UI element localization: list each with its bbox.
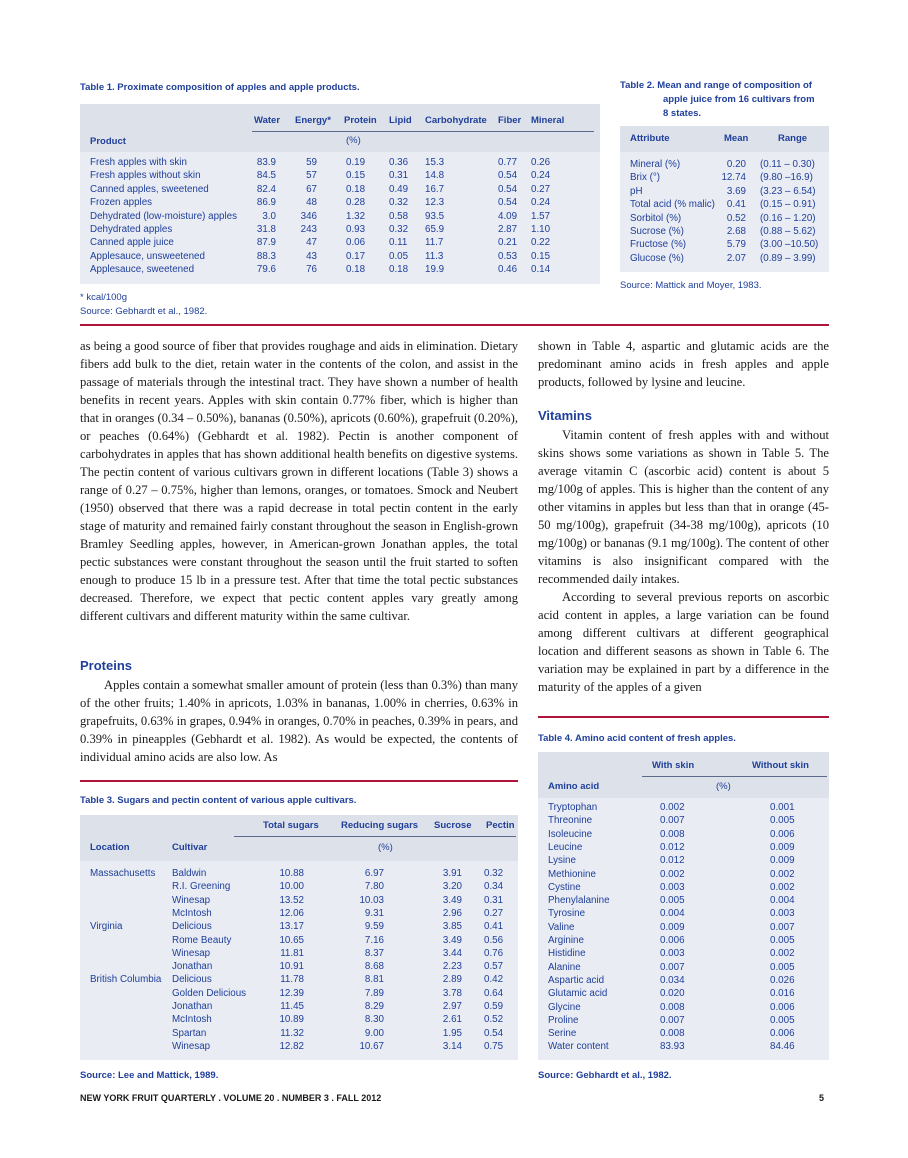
table3-cultivar: Baldwin [172,868,207,879]
table1-cell: 0.46 [498,264,518,276]
table3-pectin: 0.32 [484,868,504,879]
table4-with-skin: 0.008 [660,828,685,840]
table3-sucrose: 3.49 [442,894,462,906]
table4-with-skin: 0.034 [660,974,685,986]
table4-amino-acid: Tryptophan [548,802,598,813]
table2-caption-line3: 8 states. [663,108,702,119]
table1-cell: 1.32 [346,210,366,222]
table2-attribute: Sorbitol (%) [630,212,682,224]
table1-cell: 0.32 [389,224,409,235]
table4-without-skin: 0.005 [770,961,795,973]
table4-amino-acid: Tyrosine [548,908,586,920]
table3-total-sugars: 10.91 [279,961,304,973]
table1-cell: 82.4 [256,183,276,195]
table4-with-skin: 0.012 [660,855,685,867]
table3-total-sugars: 12.82 [279,1040,304,1052]
table3-pectin: 0.54 [484,1027,504,1039]
table3-reducing-sugars: 8.81 [364,974,384,986]
table2-caption-line1: Table 2. Mean and range of composition of [620,80,812,91]
left-column-paragraph-2 [80,676,518,766]
table3-cultivar: McIntosh [172,1014,212,1026]
table3-total-sugars: 10.00 [279,881,304,893]
table2-attribute: Glucose (%) [630,252,684,264]
table3-sucrose: 3.49 [442,934,462,946]
table3-total-sugars: 13.52 [279,894,304,906]
table3-cultivar: Delicious [172,974,212,986]
table2-attribute: Fructose (%) [630,239,687,251]
table2-mean: 5.79 [726,239,746,251]
table1-cell: 0.27 [531,183,551,195]
table1-cell: 47 [306,237,317,249]
table3 [80,815,518,1060]
table3-sucrose: 2.89 [442,974,462,986]
table4-with-skin: 0.002 [660,868,685,880]
table3-pectin: 0.59 [484,1001,504,1012]
table3-col-total-sugars: Total sugars [263,820,319,831]
table1-cell: 59 [306,157,317,168]
table3-reducing-sugars: 9.00 [364,1027,384,1039]
table1-cell: 3.0 [262,210,276,222]
table3-cultivar: R.I. Greening [172,881,231,893]
table1-cell: 0.22 [531,237,551,249]
table1-cell: 0.32 [389,197,409,209]
table4-amino-acid: Water content [548,1041,609,1053]
table1-cell: 15.3 [425,157,445,168]
table3-pectin: 0.41 [484,921,504,933]
right-column-paragraph-1 [538,337,829,391]
table4 [538,752,829,1060]
table3-reducing-sugars: 8.29 [364,1001,384,1012]
table4-amino-acid: Histidine [548,948,586,960]
table2-attribute: pH [630,185,643,197]
table2-col-attribute: Attribute [630,133,670,144]
table1-cell: 87.9 [256,237,276,249]
table3-sucrose: 2.61 [442,1014,462,1026]
table4-top-rule [538,716,829,718]
table3-reducing-sugars: 10.67 [359,1040,384,1052]
table1-cell: 0.19 [346,157,366,168]
table3-cultivar-header: Cultivar [172,842,208,853]
table1-cell: 0.05 [389,250,409,262]
table1-cell: 0.18 [346,264,366,276]
table3-total-sugars: 10.88 [279,868,304,879]
table3-cultivar: Golden Delicious [172,987,247,999]
table1-cell: 1.57 [531,210,551,222]
table2-attribute: Brix (°) [630,172,661,184]
table1-cell: 11.7 [425,237,444,249]
table1-cell: 2.87 [498,224,518,235]
table1-cell: 0.24 [531,197,551,209]
table2-mean: 3.69 [726,185,746,197]
table3-sucrose: 3.20 [442,881,462,893]
table1-cell: 31.8 [256,224,276,235]
table1-cell: 0.15 [346,170,366,182]
table1-product-name: Applesauce, sweetened [90,264,195,276]
table3-total-sugars: 12.39 [279,987,304,999]
table1-product-name: Fresh apples without skin [90,170,201,182]
table3-reducing-sugars: 7.89 [364,987,384,999]
table3-reducing-sugars: 8.68 [364,961,384,973]
table3-col-pectin: Pectin [486,820,515,831]
table3-reducing-sugars: 8.30 [364,1014,384,1026]
table1-cell: 243 [300,224,317,235]
table2-mean: 0.52 [726,212,746,224]
vitamins-heading: Vitamins [538,408,592,423]
table3-sucrose: 3.78 [442,987,462,999]
table3-cultivar: Delicious [172,921,212,933]
table4-with-skin: 83.93 [660,1041,685,1053]
table4-without-skin: 0.005 [770,1014,795,1026]
table4-with-skin: 0.003 [660,948,685,960]
table3-location: British Columbia [90,974,162,986]
table1-cell: 0.54 [498,197,518,209]
table1-cell: 346 [300,210,317,222]
table3-reducing-sugars: 8.37 [364,947,384,959]
vitamins-paragraph: Vitamin content of fresh apples with and without skins shows some variations as shown in Table 5. The average vitamin C (ascorbic acid) content is about 5 mg/100g of apples. This is higher than the content of any other vitamins in apples but less than that in orange (45-50 mg/100g), grapefruit (34-38 mg/100g), apricots (10 mg/100g) or bananas (9.1 mg/100g). The content of other vitamins is also insignificant compared with the recommended daily intakes. [538,428,829,586]
table1-cell: 0.54 [498,170,518,182]
table1-cell: 84.5 [256,170,276,182]
table4-without-skin: 0.002 [770,881,795,893]
table3-cultivar: Winesap [172,1040,211,1052]
table4-with-skin: 0.006 [660,935,685,946]
table3-cultivar: McIntosh [172,907,212,919]
table1-col-energy: Energy* [295,115,331,126]
table1-cell: 0.53 [498,250,518,262]
table4-with-skin: 0.007 [660,961,685,973]
table3-cultivar: Jonathan [172,1001,213,1012]
table3-pectin: 0.57 [484,961,504,973]
table1-cell: 93.5 [425,210,445,222]
table2-col-mean: Mean [724,133,749,144]
table2-mean: 12.74 [721,172,746,184]
table4-header-rule [642,776,827,777]
table4-without-skin: 0.007 [770,921,795,933]
table1-cell: 1.10 [531,224,551,235]
table3-top-rule [80,780,518,782]
table2-attribute: Sucrose (%) [630,226,684,237]
right-column-paragraph-2 [538,426,829,696]
table4-amino-acid: Leucine [548,841,583,853]
amino-acids-paragraph: shown in Table 4, aspartic and glutamic acids are the predominant amino acids in fresh apples and apple products, followed by lysine and leucine. [538,339,829,389]
table1-product-name: Dehydrated (low-moisture) apples [90,210,238,222]
left-column-paragraph-1 [80,337,518,625]
proteins-paragraph: Apples contain a somewhat smaller amount of protein (less than 0.3%) than many of the other fruits; 1.40% in apricots, 1.03% in bananas, 1.00% in cherries, 0.63% in grapefruits, 0.63% in grapes, 0.94% in oranges, 0.70% in peaches, 0.39% in pears, and 0.39% in pineapples (Gebhardt et al. 1982). As would be expected, the contents of individual amino acids are also low. As [80,678,518,764]
table3-header-rule [234,836,516,837]
table4-with-skin: 0.003 [660,881,685,893]
table3-caption: Table 3. Sugars and pectin content of various apple cultivars. [80,795,357,806]
table4-without-skin: 0.009 [770,855,795,867]
table2-attribute: Total acid (% malic) [630,199,715,211]
table4-amino-acid: Lysine [548,855,576,867]
table1-cell: 0.26 [531,157,551,168]
table1-cell: 88.3 [256,250,276,262]
table3-total-sugars: 10.89 [279,1014,304,1026]
table4-amino-acid: Glycine [548,1001,581,1013]
table1-product-name: Frozen apples [90,197,153,209]
table3-total-sugars: 10.65 [279,934,304,946]
table4-with-skin: 0.008 [660,1028,685,1040]
table3-reducing-sugars: 9.31 [364,907,384,919]
table4-source: Source: Gebhardt et al., 1982. [538,1070,672,1081]
table3-sucrose: 2.96 [442,907,462,919]
journal-footer: NEW YORK FRUIT QUARTERLY . VOLUME 20 . NUMBER 3 . FALL 2012 [80,1093,382,1103]
table4-without-skin: 84.46 [770,1041,795,1053]
table4-amino-acid: Proline [548,1014,579,1026]
table1-col-lipid: Lipid [389,115,412,126]
table3-location: Massachusetts [90,868,156,879]
table1-cell: 0.49 [389,183,409,195]
table2-attribute: Mineral (%) [630,159,681,170]
table1-cell: 0.15 [531,250,551,262]
table4-col-without-skin: Without skin [752,760,809,771]
table3-reducing-sugars: 7.16 [364,934,384,946]
table2 [620,126,829,272]
table3-sucrose: 1.95 [442,1027,462,1039]
table1-caption: Table 1. Proximate composition of apples and apple products. [80,82,360,93]
table1-cell: 16.7 [425,183,445,195]
table2-range: (0.89 – 3.99) [760,252,816,264]
table4-unit: (%) [716,781,731,792]
ascorbic-acid-paragraph: According to several previous reports on ascorbic acid content in apples, a large variation can be found among different cultivars at different geographical location and different seasons as shown in Table 6. The variation may be explained in part by a difference in the maturity of the apples of a given [538,590,829,694]
table3-pectin: 0.42 [484,974,504,986]
table3-sucrose: 3.91 [442,868,462,879]
proteins-heading: Proteins [80,658,133,673]
table3-col-reducing-sugars: Reducing sugars [341,820,419,831]
table1-cell: 48 [306,197,317,209]
table1-product-name: Canned apples, sweetened [90,183,209,195]
table1-cell: 0.58 [389,210,409,222]
table4-with-skin: 0.004 [660,908,685,920]
table1 [80,104,600,284]
table4-without-skin: 0.006 [770,828,795,840]
table1-cell: 0.54 [498,183,518,195]
table1-cell: 0.77 [498,157,518,168]
table1-cell: 14.8 [425,170,445,182]
table3-sucrose: 2.23 [442,961,462,973]
table4-amino-acid: Cystine [548,881,581,893]
table1-product-name: Fresh apples with skin [90,157,187,168]
table3-pectin: 0.31 [484,894,504,906]
table3-sucrose: 3.14 [442,1040,462,1052]
table3-pectin: 0.75 [484,1040,504,1052]
table2-range: (0.15 – 0.91) [760,199,816,211]
table3-pectin: 0.64 [484,987,504,999]
table2-col-range: Range [778,133,808,144]
table1-unit: (%) [346,135,361,146]
page-number: 5 [819,1093,825,1103]
table4-amino-acid: Serine [548,1028,577,1040]
table4-without-skin: 0.009 [770,841,795,853]
table4-without-skin: 0.016 [770,988,795,1000]
table3-reducing-sugars: 6.97 [364,868,384,879]
table3-reducing-sugars: 7.80 [364,881,384,893]
table3-pectin: 0.27 [484,907,504,919]
table1-cell: 0.31 [389,170,409,182]
table3-total-sugars: 13.17 [279,921,304,933]
table3-source: Source: Lee and Mattick, 1989. [80,1070,219,1081]
table4-with-skin: 0.002 [660,802,685,813]
table4-amino-header: Amino acid [548,781,600,792]
table1-product-name: Dehydrated apples [90,224,173,235]
table1-cell: 79.6 [256,264,276,276]
table1-header-rule [252,131,594,132]
table4-with-skin: 0.008 [660,1001,685,1013]
table4-without-skin: 0.026 [770,974,795,986]
table1-cell: 0.17 [346,250,366,262]
table1-cell: 0.11 [389,237,408,249]
table3-pectin: 0.34 [484,881,504,893]
table3-cultivar: Winesap [172,894,211,906]
table1-cell: 0.18 [389,264,409,276]
table3-sucrose: 2.97 [442,1001,462,1012]
table1-cell: 11.3 [425,250,444,262]
table4-amino-acid: Arginine [548,935,584,946]
table4-amino-acid: Methionine [548,868,596,880]
table3-reducing-sugars: 9.59 [364,921,384,933]
table4-with-skin: 0.005 [660,895,685,907]
table3-location: Virginia [90,921,123,933]
table1-cell: 65.9 [425,224,445,235]
table3-unit: (%) [378,842,393,853]
table4-with-skin: 0.009 [660,921,685,933]
table3-total-sugars: 11.45 [280,1001,304,1012]
table1-col-water: Water [254,115,281,126]
table2-range: (0.16 – 1.20) [760,212,816,224]
table4-amino-acid: Alanine [548,961,581,973]
table2-range: (3.23 – 6.54) [760,185,816,197]
table4-without-skin: 0.006 [770,1028,795,1040]
table4-amino-acid: Aspartic acid [548,974,605,986]
table3-pectin: 0.52 [484,1014,504,1026]
table3-cultivar: Winesap [172,947,211,959]
table4-amino-acid: Isoleucine [548,828,593,840]
table1-col-carbohydrate: Carbohydrate [425,115,487,126]
table2-range: (0.88 – 5.62) [760,226,816,237]
table1-cell: 43 [306,250,317,262]
table3-location-header: Location [90,842,130,853]
table1-product-name: Applesauce, unsweetened [90,250,205,262]
table1-header [80,104,600,152]
section-divider-top [80,324,829,326]
table4-col-with-skin: With skin [652,760,695,771]
table4-amino-acid: Threonine [548,815,593,827]
table3-cultivar: Rome Beauty [172,934,232,946]
table3-cultivar: Spartan [172,1027,207,1039]
table1-cell: 76 [306,264,317,276]
table1-cell: 57 [306,170,317,182]
table3-pectin: 0.76 [484,947,504,959]
table1-cell: 83.9 [256,157,276,168]
table3-pectin: 0.56 [484,934,504,946]
table3-sucrose: 3.44 [442,947,462,959]
table4-with-skin: 0.020 [660,988,685,1000]
table3-cultivar: Jonathan [172,961,213,973]
table1-cell: 0.93 [346,224,366,235]
table1-col-mineral: Mineral [531,115,565,126]
table4-amino-acid: Valine [548,921,575,933]
table1-cell: 0.14 [531,264,551,276]
table1-cell: 4.09 [498,210,518,222]
table1-footnote: * kcal/100g [80,292,128,303]
table4-without-skin: 0.005 [770,815,795,827]
table1-cell: 67 [306,183,317,195]
table2-range: (9.80 –16.9) [760,172,813,184]
table4-with-skin: 0.012 [660,841,685,853]
table2-mean: 0.20 [726,159,746,170]
table3-total-sugars: 11.78 [280,974,304,986]
table4-caption: Table 4. Amino acid content of fresh apples. [538,733,736,744]
table2-mean: 2.07 [726,252,746,264]
table2-mean: 0.41 [726,199,746,211]
table1-cell: 0.28 [346,197,366,209]
table4-with-skin: 0.007 [660,815,685,827]
table1-cell: 0.36 [389,157,409,168]
fiber-pectin-paragraph: as being a good source of fiber that provides roughage and aids in elimination. Dietary fibers add bulk to the diet, retain water in the contents of the colon, and assist in the passage of materials through the intestinal tract. They have shown a number of health benefits in recent years. Apples with skin contain 0.77% fiber, which is higher than that in oranges (0.34 – 0.50%), bananas (0.50%), apricots (0.60%), grapefruit (0.20%), or peaches (0.64%) (Gebhardt et al. 1982). Pectin is another component of carbohydrates in apples that has shown additional health benefits on digestive systems. The pectin content of various cultivars grown in different locations (Table 3) shows a range of 0.27 – 0.75%, higher than lemons, oranges, or tomatoes. Smock and Neubert (1950) observed that there was a rapid decrease in total pectin content in the early stage of maturity and remained fairly constant throughout the season in English-grown Bramley Seedling apples, however, in American-grown Jonathan apples, the total pectic substances were constant throughout the season until the fruit started to soften enough to produce 15 lb in a pressure test. After that time the total pectic substances decreased. Therefore, we expect that pectic content apples vary greatly among different cultivars and different maturity within the same cultivar. [80,339,518,623]
table4-with-skin: 0.007 [660,1014,685,1026]
table1-product-header: Product [90,136,126,147]
table4-without-skin: 0.004 [770,895,795,907]
table4-without-skin: 0.002 [770,868,795,880]
table1-cell: 86.9 [256,197,276,209]
table4-without-skin: 0.006 [770,1001,795,1013]
table2-source: Source: Mattick and Moyer, 1983. [620,280,762,291]
table1-cell: 0.21 [498,237,518,249]
table2-mean: 2.68 [726,226,746,237]
table4-without-skin: 0.002 [770,948,795,960]
table1-cell: 19.9 [425,264,445,276]
table1-col-protein: Protein [344,115,377,126]
table3-sucrose: 3.85 [442,921,462,933]
table3-total-sugars: 11.32 [280,1027,304,1039]
table2-range: (0.11 – 0.30) [760,159,815,170]
table4-amino-acid: Phenylalanine [548,895,610,907]
table4-without-skin: 0.003 [770,908,795,920]
table3-total-sugars: 11.81 [280,947,304,959]
table4-without-skin: 0.005 [770,935,795,946]
table2-range: (3.00 –10.50) [760,239,819,251]
table1-cell: 12.3 [425,197,445,209]
table3-reducing-sugars: 10.03 [359,894,384,906]
table1-cell: 0.18 [346,183,366,195]
table2-caption-line2: apple juice from 16 cultivars from [663,94,815,105]
table1-col-fiber: Fiber [498,115,522,126]
table1-cell: 0.24 [531,170,551,182]
table3-col-sucrose: Sucrose [434,820,472,831]
table1-product-name: Canned apple juice [90,237,174,249]
table1-source: Source: Gebhardt et al., 1982. [80,306,208,317]
table4-without-skin: 0.001 [770,802,795,813]
table3-total-sugars: 12.06 [279,907,304,919]
table1-cell: 0.06 [346,237,366,249]
table4-amino-acid: Glutamic acid [548,988,608,1000]
